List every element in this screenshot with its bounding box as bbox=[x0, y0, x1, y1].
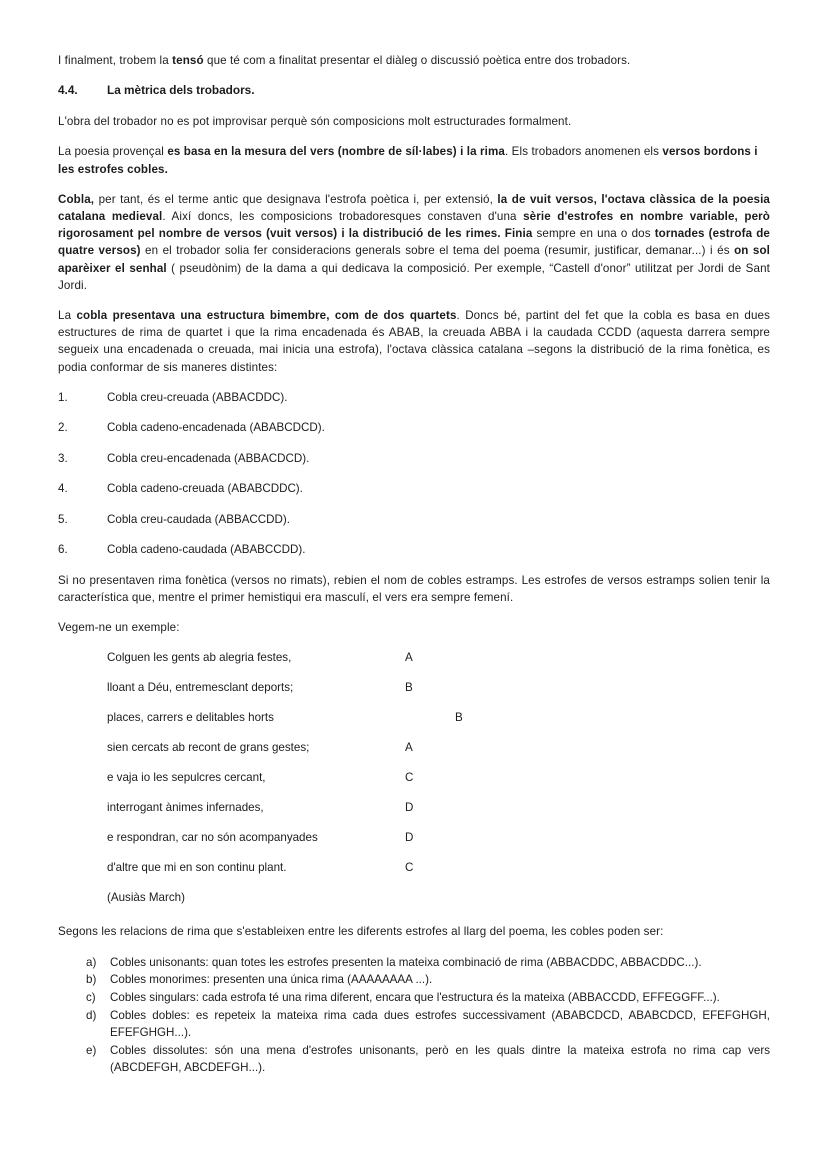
list-item bbox=[58, 511, 770, 528]
list-text: Cobla creu-creuada (ABBACDDC). bbox=[107, 390, 288, 404]
poem-line bbox=[107, 829, 770, 846]
poesia-bold-2: versos bordons i les estrofes cobles. bbox=[58, 145, 758, 176]
poem-rhyme-label: B bbox=[405, 681, 413, 695]
list-text: Cobles dissolutes: són una mena d'estrofes unisonants, però en les quals dintre la mateixa estrofa no rima cap vers (ABCDEFGH, ABCDEFGH...). bbox=[110, 1043, 770, 1074]
poem-rhyme-label: A bbox=[405, 651, 413, 665]
poem-rhyme-label: C bbox=[405, 861, 414, 875]
tenso-text-before: I finalment, trobem la bbox=[58, 54, 173, 67]
poem-line bbox=[107, 799, 770, 816]
list-marker: a) bbox=[86, 955, 97, 969]
list-item bbox=[58, 480, 770, 497]
tenso-term: tensó bbox=[172, 54, 204, 67]
tenso-text-after: que té com a finalitat presentar el diàleg o discussió poètica entre dos trobadors. bbox=[203, 54, 631, 67]
section-number: 4.4. bbox=[58, 83, 78, 98]
poem-verse: places, carrers e delitables horts bbox=[107, 711, 274, 725]
cobla-types-list bbox=[58, 389, 770, 559]
list-item bbox=[86, 1042, 770, 1076]
poem-rhyme-label: C bbox=[405, 771, 414, 785]
poesia-text-2: . Els trobadors anomenen els bbox=[504, 145, 663, 159]
cobla-text-1: per tant, és el terme antic que designava l'estrofa poètica i, per extensió, bbox=[94, 192, 498, 206]
list-item bbox=[58, 389, 770, 406]
section-title: La mètrica dels trobadors. bbox=[107, 83, 255, 98]
estructura-bold-1: cobla presentava una estructura bimembre, com de dos quartets bbox=[76, 309, 457, 323]
cobla-term: Cobla, bbox=[58, 192, 95, 206]
cobla-bold-4: on sol aparèixer el senhal bbox=[58, 244, 770, 275]
list-marker: d) bbox=[86, 1008, 97, 1022]
list-text: Cobles dobles: es repeteix la mateixa rima cada dues estrofes successivament (ABABCDCD, ABABCDCD, EFEFGHGH, EFEFGHGH...). bbox=[110, 1008, 770, 1039]
paragraph-obra: L'obra del trobador no es pot improvisar perquè són composicions molt estructurades formalment. bbox=[58, 115, 572, 129]
document-body bbox=[58, 52, 770, 1076]
section-heading bbox=[58, 82, 770, 99]
list-marker: 1. bbox=[58, 390, 68, 404]
paragraph-vegem: Vegem-ne un exemple: bbox=[58, 621, 180, 635]
poem-verse: lloant a Déu, entremesclant deports; bbox=[107, 681, 294, 695]
cobla-bold-2: sèrie d'estrofes en nombre variable, però rigorosament pel nombre de versos (vuit versos) i la distribució de les rimes. Finia bbox=[58, 210, 770, 241]
estructura-text-2: . Doncs bé, partint del fet que la cobla es basa en dues estructures de rima de quartet i que la rima encadenada és ABAB, la creuada ABBA i la caudada CCDD (aquesta darrera sempre segueix una encadenada o creuada, mai inicia una estrofa), l'octava clàssica catalana –segons la distribució de la rima fonètica, es podia conformar de sis maneres distintes: bbox=[58, 309, 770, 374]
list-text: Cobla cadeno-caudada (ABABCCDD). bbox=[107, 543, 306, 557]
list-marker: c) bbox=[86, 991, 96, 1005]
list-item bbox=[58, 450, 770, 467]
poem-line bbox=[107, 859, 770, 876]
list-marker: 5. bbox=[58, 512, 68, 526]
cobla-text-2: . Així doncs, les composicions trobadoresques constaven d'una bbox=[162, 210, 524, 224]
list-item bbox=[86, 1007, 770, 1041]
list-text: Cobles singulars: cada estrofa té una rima diferent, encara que l'estructura és la mateixa (ABBACCDD, EFFEGGFF...). bbox=[110, 991, 720, 1005]
poem-block bbox=[58, 649, 770, 906]
paragraph-estructura bbox=[58, 307, 770, 376]
poem-verse: e respondran, car no són acompanyades bbox=[107, 831, 318, 845]
poem-rhyme-label: D bbox=[405, 801, 414, 815]
list-text: Cobla creu-encadenada (ABBACDCD). bbox=[107, 451, 310, 465]
poem-attribution: (Ausiàs March) bbox=[107, 891, 185, 905]
paragraph-segons: Segons les relacions de rima que s'estableixen entre les diferents estrofes al llarg del poema, les cobles poden ser: bbox=[58, 925, 664, 939]
poem-verse: e vaja io les sepulcres cercant, bbox=[107, 771, 266, 785]
poem-line bbox=[107, 769, 770, 786]
poem-rhyme-label: B bbox=[455, 711, 463, 725]
poem-verse: interrogant ànimes infernades, bbox=[107, 801, 264, 815]
list-item bbox=[58, 541, 770, 558]
paragraph-tenso bbox=[58, 52, 770, 69]
poem-line bbox=[107, 739, 770, 756]
list-marker: 6. bbox=[58, 543, 68, 557]
list-item bbox=[86, 971, 770, 988]
list-text: Cobles monorimes: presenten una única rima (AAAAAAAA ...). bbox=[110, 973, 433, 987]
cobles-relations-list bbox=[58, 954, 770, 1076]
poem-line bbox=[107, 679, 770, 696]
list-text: Cobla cadeno-encadenada (ABABCDCD). bbox=[107, 421, 325, 435]
poem-line bbox=[107, 709, 770, 726]
list-text: Cobla creu-caudada (ABBACCDD). bbox=[107, 512, 290, 526]
cobla-text-5: ( pseudònim) de la dama a qui dedicava la composició. Per exemple, “Castell d'onor” utilitzat per Jordi de Sant Jordi. bbox=[58, 261, 770, 292]
list-marker: 3. bbox=[58, 451, 68, 465]
list-item bbox=[58, 419, 770, 436]
cobla-text-4: en el trobador solia fer consideracions generals sobre el tema del poema (resumir, justificar, demanar...) i és bbox=[140, 244, 735, 258]
poem-verse: d'altre que mi en son continu plant. bbox=[107, 861, 287, 875]
poem-verse: sien cercats ab recont de grans gestes; bbox=[107, 741, 310, 755]
poem-rhyme-label: D bbox=[405, 831, 414, 845]
paragraph-estramps: Si no presentaven rima fonètica (versos no rimats), rebien el nom de cobles estramps. Les estrofes de versos estramps solien tenir la característica que, mentre el primer hemistiqui era masculí, el vers era sempre femení. bbox=[58, 573, 770, 605]
poesia-bold-1: es basa en la mesura del vers (nombre de síl·labes) i la rima bbox=[167, 145, 505, 159]
list-item bbox=[86, 989, 770, 1006]
cobla-bold-1: la de vuit versos, l'octava clàssica de la poesia catalana medieval bbox=[58, 192, 770, 224]
paragraph-poesia-provencal bbox=[58, 143, 770, 177]
list-marker: e) bbox=[86, 1043, 97, 1057]
poem-rhyme-label: A bbox=[405, 741, 413, 755]
list-text: Cobla cadeno-creuada (ABABCDDC). bbox=[107, 482, 303, 496]
poem-line bbox=[107, 649, 770, 666]
estructura-text-1: La bbox=[58, 309, 77, 323]
list-marker: 4. bbox=[58, 482, 68, 496]
cobla-text-3: sempre en una o dos bbox=[532, 227, 655, 241]
poesia-text-1: La poesia provençal bbox=[58, 145, 168, 159]
list-marker: 2. bbox=[58, 421, 68, 435]
poem-verse: Colguen les gents ab alegria festes, bbox=[107, 651, 292, 665]
cobla-bold-3: tornades (estrofa de quatre versos) bbox=[58, 227, 770, 258]
list-marker: b) bbox=[86, 973, 97, 987]
list-item bbox=[86, 954, 770, 971]
list-text: Cobles unisonants: quan totes les estrofes presenten la mateixa combinació de rima (ABBACDDC, ABBACDDC...). bbox=[110, 955, 702, 969]
paragraph-cobla bbox=[58, 191, 770, 294]
